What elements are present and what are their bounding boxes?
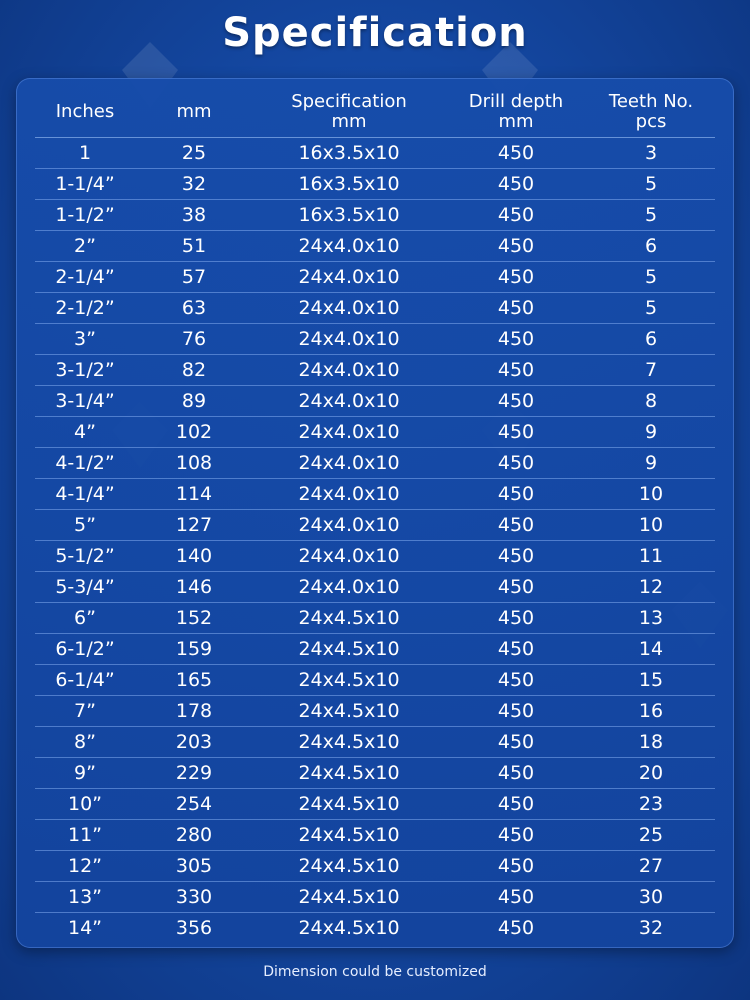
cell-teeth-no: 30 (587, 882, 715, 913)
cell-specification: 24x4.5x10 (253, 851, 445, 882)
cell-teeth-no: 10 (587, 479, 715, 510)
cell-mm: 159 (135, 634, 253, 665)
cell-mm: 89 (135, 386, 253, 417)
cell-teeth-no: 5 (587, 169, 715, 200)
header-inches: Inches (35, 87, 135, 138)
cell-drill-depth: 450 (445, 417, 587, 448)
cell-drill-depth: 450 (445, 479, 587, 510)
header-drill-depth: Drill depth mm (445, 87, 587, 138)
cell-inches: 5-3/4” (35, 572, 135, 603)
cell-teeth-no: 3 (587, 138, 715, 169)
cell-drill-depth: 450 (497, 917, 535, 939)
cell-mm: 38 (135, 200, 253, 231)
cell-specification: 24x4.5x10 (253, 758, 445, 789)
header-specification: Specification mm (253, 87, 445, 138)
cell-specification: 24x4.0x10 (253, 541, 445, 572)
cell-drill-depth: 450 (445, 448, 587, 479)
cell-mm: 165 (135, 665, 253, 696)
table-row (35, 138, 715, 169)
table-row (35, 634, 715, 665)
cell-mm: 127 (135, 510, 253, 541)
spec-table (35, 87, 715, 943)
cell-teeth-no: 9 (587, 417, 715, 448)
cell-mm: 203 (135, 727, 253, 758)
cell-drill-depth: 450 (445, 386, 587, 417)
cell-specification: 24x4.5x10 (298, 917, 400, 939)
cell-mm: 356 (175, 917, 213, 939)
cell-specification: 24x4.0x10 (253, 231, 445, 262)
cell-mm: 305 (135, 851, 253, 882)
cell-inches: 1 (35, 138, 135, 169)
cell-specification: 24x4.5x10 (253, 789, 445, 820)
table-row (35, 386, 715, 417)
cell-mm: 146 (135, 572, 253, 603)
cell-specification: 24x4.0x10 (253, 510, 445, 541)
cell-specification: 16x3.5x10 (253, 138, 445, 169)
cell-drill-depth: 450 (445, 138, 587, 169)
cell-teeth-no: 10 (587, 510, 715, 541)
cell-teeth-no: 23 (587, 789, 715, 820)
cell-inches: 4-1/4” (35, 479, 135, 510)
cell-drill-depth: 450 (445, 324, 587, 355)
cell-specification: 16x3.5x10 (253, 200, 445, 231)
cell-specification: 24x4.5x10 (253, 882, 445, 913)
table-row (35, 200, 715, 231)
cell-drill-depth: 450 (445, 603, 587, 634)
table-row (35, 851, 715, 882)
table-row (35, 882, 715, 913)
cell-drill-depth: 450 (445, 572, 587, 603)
cell-specification: 24x4.5x10 (253, 603, 445, 634)
cell-specification: 24x4.5x10 (253, 727, 445, 758)
table-row (35, 293, 715, 324)
cell-teeth-no: 6 (587, 231, 715, 262)
cell-specification: 24x4.5x10 (253, 665, 445, 696)
cell-teeth-no: 12 (587, 572, 715, 603)
cell-mm: 63 (135, 293, 253, 324)
table-row (35, 417, 715, 448)
cell-drill-depth: 450 (445, 541, 587, 572)
cell-teeth-no: 25 (587, 820, 715, 851)
cell-inches: 8” (35, 727, 135, 758)
cell-specification: 24x4.0x10 (253, 572, 445, 603)
footer-note: Dimension could be customized (263, 964, 487, 980)
cell-mm: 114 (135, 479, 253, 510)
cell-teeth-no: 13 (587, 603, 715, 634)
cell-teeth-no: 7 (587, 355, 715, 386)
cell-teeth-no: 18 (587, 727, 715, 758)
cell-mm: 57 (135, 262, 253, 293)
cell-mm: 330 (135, 882, 253, 913)
cell-teeth-no: 5 (587, 293, 715, 324)
table-row (35, 231, 715, 262)
cell-teeth-no: 14 (587, 634, 715, 665)
cell-mm: 51 (135, 231, 253, 262)
cell-drill-depth: 450 (445, 820, 587, 851)
table-row (35, 355, 715, 386)
table-row (35, 510, 715, 541)
table-row (35, 541, 715, 572)
cell-drill-depth: 450 (445, 293, 587, 324)
table-row (35, 169, 715, 200)
cell-mm: 76 (135, 324, 253, 355)
cell-drill-depth: 450 (445, 882, 587, 913)
cell-specification: 24x4.0x10 (253, 293, 445, 324)
table-row (35, 262, 715, 293)
cell-teeth-no: 5 (587, 200, 715, 231)
cell-drill-depth: 450 (445, 727, 587, 758)
cell-drill-depth: 450 (445, 665, 587, 696)
cell-drill-depth: 450 (445, 789, 587, 820)
cell-inches: 6-1/4” (35, 665, 135, 696)
cell-inches: 5-1/2” (35, 541, 135, 572)
cell-mm: 32 (135, 169, 253, 200)
table-row (35, 913, 715, 944)
cell-drill-depth: 450 (445, 262, 587, 293)
table-body (35, 138, 715, 944)
cell-teeth-no: 6 (587, 324, 715, 355)
cell-specification: 24x4.5x10 (253, 634, 445, 665)
cell-drill-depth: 450 (445, 355, 587, 386)
table-row (35, 603, 715, 634)
cell-teeth-no: 11 (587, 541, 715, 572)
cell-specification: 24x4.0x10 (253, 417, 445, 448)
cell-inches: 1-1/4” (35, 169, 135, 200)
cell-inches: 6” (35, 603, 135, 634)
page-title: Specification (222, 10, 528, 56)
cell-drill-depth: 450 (445, 169, 587, 200)
cell-mm: 178 (135, 696, 253, 727)
cell-drill-depth: 450 (445, 696, 587, 727)
table-row (35, 727, 715, 758)
cell-teeth-no: 9 (587, 448, 715, 479)
cell-inches: 2-1/4” (35, 262, 135, 293)
cell-drill-depth: 450 (445, 758, 587, 789)
cell-teeth-no: 27 (587, 851, 715, 882)
table-row (35, 696, 715, 727)
cell-specification: 24x4.5x10 (253, 696, 445, 727)
cell-mm: 140 (135, 541, 253, 572)
cell-specification: 24x4.0x10 (253, 324, 445, 355)
cell-drill-depth: 450 (445, 510, 587, 541)
header-teeth-no: Teeth No. pcs (587, 87, 715, 138)
cell-inches: 2-1/2” (35, 293, 135, 324)
cell-specification: 24x4.0x10 (253, 479, 445, 510)
cell-inches: 10” (35, 789, 135, 820)
cell-specification: 24x4.0x10 (253, 386, 445, 417)
header-mm: mm (135, 87, 253, 138)
cell-mm: 25 (135, 138, 253, 169)
cell-drill-depth: 450 (445, 200, 587, 231)
table-row (35, 820, 715, 851)
cell-drill-depth: 450 (445, 851, 587, 882)
cell-inches: 2” (35, 231, 135, 262)
cell-mm: 82 (135, 355, 253, 386)
table-header (35, 87, 715, 138)
spec-table-panel (16, 78, 734, 948)
cell-specification: 24x4.0x10 (253, 448, 445, 479)
table-row (35, 448, 715, 479)
cell-inches: 3-1/4” (35, 386, 135, 417)
cell-teeth-no: 15 (587, 665, 715, 696)
table-row (35, 324, 715, 355)
cell-mm: 152 (135, 603, 253, 634)
cell-mm: 280 (135, 820, 253, 851)
table-row (35, 789, 715, 820)
table-row (35, 758, 715, 789)
cell-drill-depth: 450 (445, 231, 587, 262)
cell-inches: 11” (35, 820, 135, 851)
cell-specification: 24x4.5x10 (253, 820, 445, 851)
cell-inches: 3” (35, 324, 135, 355)
cell-inches: 7” (35, 696, 135, 727)
cell-teeth-no: 8 (587, 386, 715, 417)
table-row (35, 479, 715, 510)
cell-inches: 9” (35, 758, 135, 789)
cell-teeth-no: 32 (638, 917, 664, 939)
cell-inches: 6-1/2” (35, 634, 135, 665)
cell-mm: 254 (135, 789, 253, 820)
cell-inches: 13” (35, 882, 135, 913)
cell-specification: 24x4.0x10 (253, 355, 445, 386)
cell-inches: 4-1/2” (35, 448, 135, 479)
cell-inches: 5” (35, 510, 135, 541)
cell-inches: 4” (35, 417, 135, 448)
cell-specification: 16x3.5x10 (253, 169, 445, 200)
cell-mm: 229 (135, 758, 253, 789)
table-row (35, 665, 715, 696)
cell-teeth-no: 16 (587, 696, 715, 727)
cell-teeth-no: 20 (587, 758, 715, 789)
cell-teeth-no: 5 (587, 262, 715, 293)
cell-inches: 1-1/2” (35, 200, 135, 231)
header-row (35, 87, 715, 138)
cell-inches: 14” (67, 917, 103, 939)
cell-mm: 102 (135, 417, 253, 448)
cell-specification: 24x4.0x10 (253, 262, 445, 293)
cell-inches: 3-1/2” (35, 355, 135, 386)
cell-mm: 108 (135, 448, 253, 479)
table-row (35, 572, 715, 603)
cell-drill-depth: 450 (445, 634, 587, 665)
cell-inches: 12” (35, 851, 135, 882)
